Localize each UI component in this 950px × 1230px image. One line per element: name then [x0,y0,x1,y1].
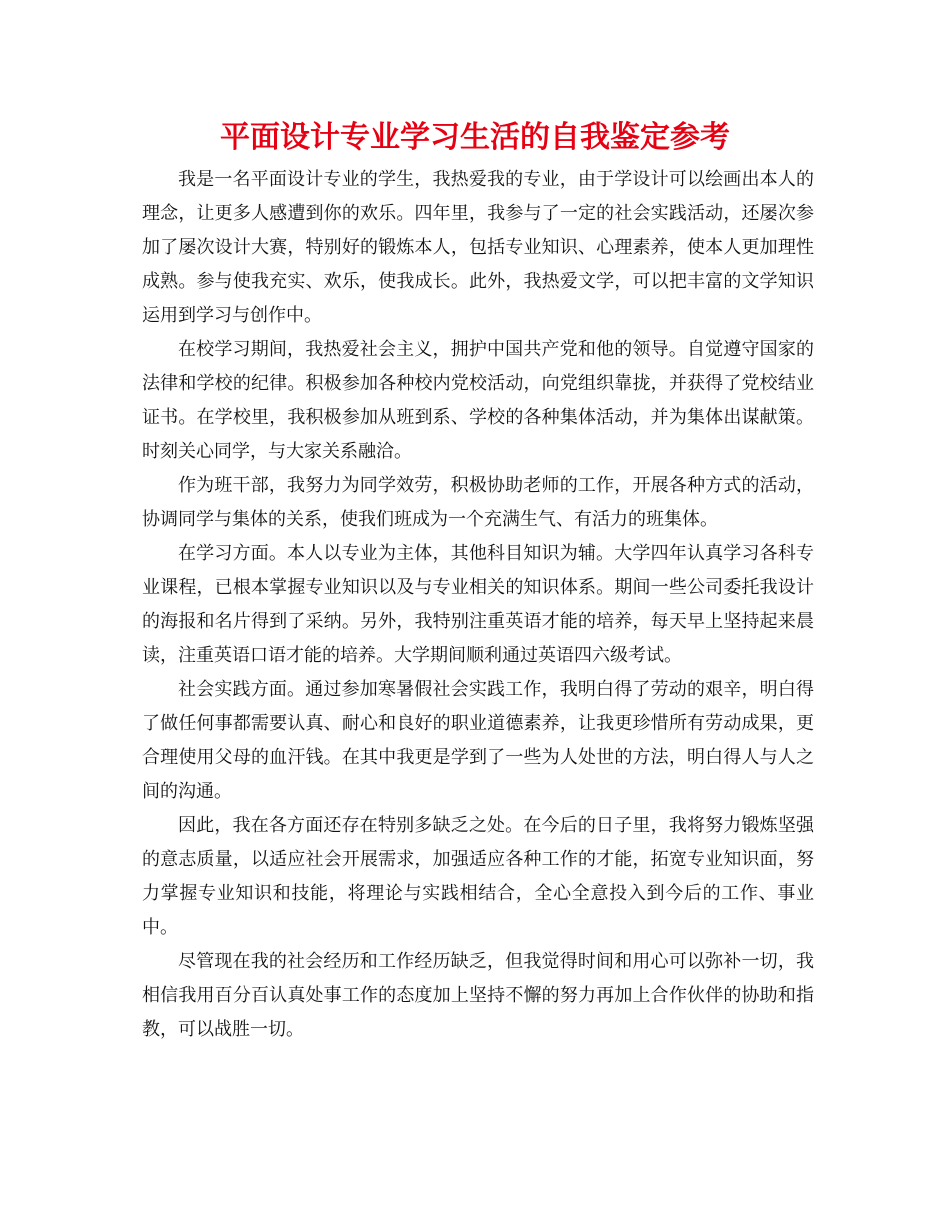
paragraph: 社会实践方面。通过参加寒暑假社会实践工作，我明白得了劳动的艰辛，明白得了做任何事都需要认真、耐心和良好的职业道德素养，让我更珍惜所有劳动成果，更合理使用父母的血汗钱。在其中我更是学到了一些为人处世的方法，明白得人与人之间的沟通。 [142,679,814,802]
paragraph: 因此，我在各方面还存在特别多缺乏之处。在今后的日子里，我将努力锻炼坚强的意志质量，以适应社会开展需求，加强适应各种工作的才能，拓宽专业知识面，努力掌握专业知识和技能，将理论与实践相结合，全心全意投入到今后的工作、事业中。 [142,815,814,938]
paragraph: 在学习方面。本人以专业为主体，其他科目知识为辅。大学四年认真学习各科专业课程，已根本掌握专业知识以及与专业相关的知识体系。期间一些公司委托我设计的海报和名片得到了采纳。另外，我特别注重英语才能的培养，每天早上坚持起来晨读，注重英语口语才能的培养。大学期间顺利通过英语四六级考试。 [142,543,814,666]
document-body [142,163,814,1047]
paragraph: 在校学习期间，我热爱社会主义，拥护中国共产党和他的领导。自觉遵守国家的法律和学校的纪律。积极参加各种校内党校活动，向党组织靠拢，并获得了党校结业证书。在学校里，我积极参加从班到系、学校的各种集体活动，并为集体出谋献策。时刻关心同学，与大家关系融洽。 [142,339,814,462]
paragraph: 尽管现在我的社会经历和工作经历缺乏，但我觉得时间和用心可以弥补一切，我相信我用百分百认真处事工作的态度加上坚持不懈的努力再加上合作伙伴的协助和指教，可以战胜一切。 [142,951,814,1040]
paragraph: 我是一名平面设计专业的学生，我热爱我的专业，由于学设计可以绘画出本人的理念，让更多人感遭到你的欢乐。四年里，我参与了一定的社会实践活动，还屡次参加了屡次设计大赛，特别好的锻炼本人，包括专业知识、心理素养，使本人更加理性成熟。参与使我充实、欢乐，使我成长。此外，我热爱文学，可以把丰富的文学知识运用到学习与创作中。 [142,169,814,326]
document-title: 平面设计专业学习生活的自我鉴定参考 [220,120,730,155]
paragraph: 作为班干部，我努力为同学效劳，积极协助老师的工作，开展各种方式的活动，协调同学与集体的关系，使我们班成为一个充满生气、有活力的班集体。 [142,475,814,530]
